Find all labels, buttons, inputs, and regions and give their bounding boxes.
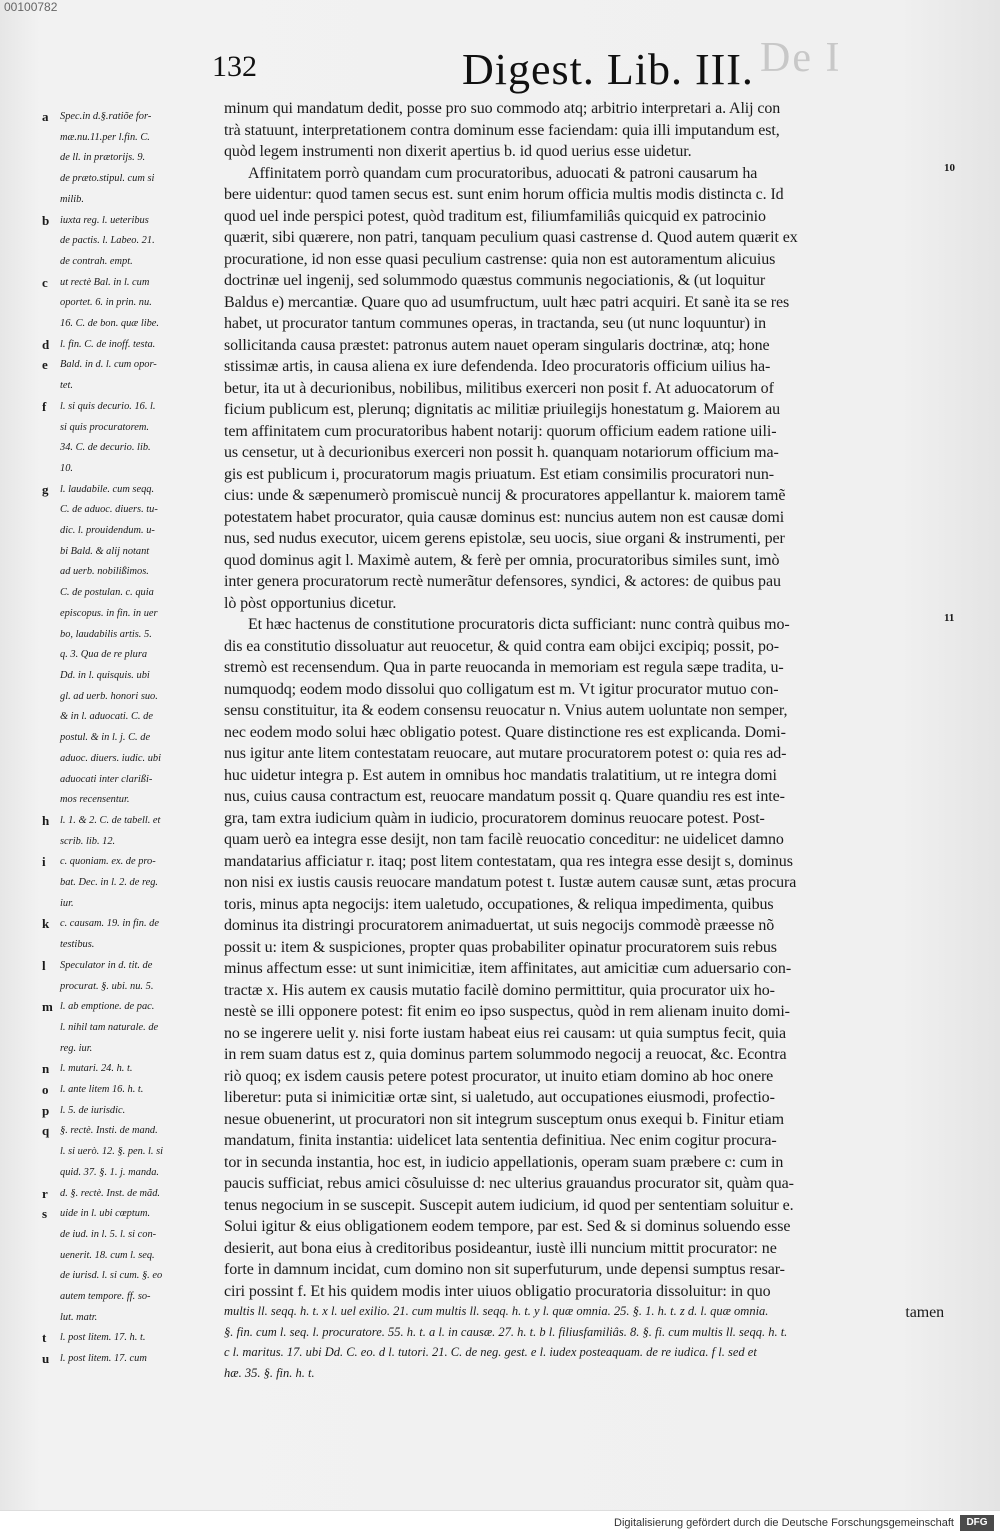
margin-note-text: de contrah. empt.: [60, 255, 133, 267]
margin-note-text: scrib. lib. 12.: [60, 835, 116, 847]
margin-note-marker: h: [42, 812, 50, 828]
margin-note: [28, 293, 222, 314]
margin-note: [28, 811, 222, 832]
margin-note-text: milib.: [60, 193, 84, 205]
text-line: gra, tam extra iudicium quàm in iudicio, procuratorem dominus reuocare potest. Post-: [224, 809, 765, 827]
margin-note: [28, 1246, 222, 1267]
margin-note-text: episcopus. in fin. in uer: [60, 607, 158, 619]
dfg-logo: DFG: [960, 1515, 994, 1531]
text-line: Et hæc hactenus de constitutione procuratoris dicta sufficiant: nunc contrà quibus mo-: [248, 616, 790, 633]
margin-note: [28, 1039, 222, 1060]
margin-note-text: 10.: [60, 462, 73, 474]
text-line: minum qui mandatum dedit, posse pro suo commodo atq; arbitrio interpretari a. Alij con: [224, 100, 781, 117]
text-line: Solui igitur & eius obligationem eodem tempore, par est. Sed & si dominus soluendo esse: [224, 1218, 791, 1235]
text-line: desierit, aut bona eius à creditoribus posideantur, iustè illi nuncium mittit procurator: ne: [224, 1239, 777, 1257]
margin-note-text: ut rectè Bal. in l. cum: [60, 276, 150, 288]
margin-note: [28, 604, 222, 625]
margin-note-text: bi Bald. & alij notant: [60, 545, 150, 557]
margin-note-marker: b: [42, 212, 50, 228]
text-line: stissimæ artis, in causa aliena ex iure defendenda. Ideo procuratoris officium uilius ha-: [224, 358, 771, 375]
margin-note-text: Spec.in d.§.ratiõe for-: [60, 111, 152, 122]
margin-note-text: procurat. §. ubi. nu. 5.: [60, 980, 154, 992]
margin-note-text: mæ.nu.11.per l.fin. C.: [60, 131, 150, 143]
text-line: in rem suam datus est z, quia dominus partem solummodo negocij a reuocat, &c. Econtra: [224, 1046, 787, 1063]
page-number: 132: [212, 50, 257, 83]
text-line: quærit, sibi quærere, non patri, tanquam peculium quasi castrense d. Quod autem quærit ex: [224, 229, 798, 246]
footnote-line: multis ll. seqq. h. t. x l. uel exilio. 21. cum multis ll. seqq. h. t. y l. quæ omnia. 25. §. 1. h. t. z d. l. quæ omnia.: [224, 1304, 769, 1318]
text-line: inter genera procuratorum rectè numerãtur defensores, syndici, & actores: de quibus pau: [224, 573, 781, 590]
text-line: ficium publicum est, plerunq; dignitatis ac militiæ priuilegijs honestatum g. Maiorem au: [224, 401, 780, 418]
margin-note-text: l. si uerò. 12. §. pen. l. si: [60, 1146, 164, 1158]
margin-note-text: c. quoniam. ex. de pro-: [60, 856, 156, 868]
margin-note: [28, 894, 222, 915]
text-line: quòd legem instrumenti non dixerit apertius b. id quod uerius esse uidetur.: [224, 143, 692, 160]
margin-note: [28, 1204, 222, 1225]
margin-note: [28, 645, 222, 666]
margin-note: [28, 852, 222, 873]
scan-id: 00100782: [4, 0, 58, 14]
footnote-line: §. fin. cum l. seq. l. procuratore. 55. h. t. a l. in causæ. 27. h. t. b l. filiusfamiliâs. 8. §. fi. cum multis ll. seqq. h. t.: [224, 1324, 788, 1339]
margin-note-text: & in l. aduocati. C. de: [60, 711, 153, 723]
margin-note: [28, 790, 222, 811]
footer-bar: [0, 1510, 1000, 1536]
margin-note-text: C. de aduoc. diuers. tu-: [60, 504, 158, 516]
margin-note: [28, 459, 222, 480]
margin-note-marker: o: [42, 1082, 49, 1098]
text-line: procuratione, id non esse quasi peculium castrense: quia non est autoramentum alicuius: [224, 250, 776, 268]
margin-note-text: d. §. rectè. Inst. de mãd.: [60, 1187, 161, 1199]
text-line: nec eodem modo solui hæc obligatio potest. Quare distinctione res est explicanda. Domi-: [224, 723, 786, 741]
margin-note: [28, 1121, 222, 1142]
margin-note-marker: k: [42, 916, 50, 932]
text-line: nus igitur ante litem contestatam reuocare, aut mutare procuratorem potest o: quia res ad-: [224, 745, 787, 762]
bleed-through-text: De I: [760, 35, 842, 81]
text-line: us censetur, ut à decurionibus exerceri non possit h. quanquam notariorum officium ma-: [224, 444, 779, 461]
margin-note-text: oportet. 6. in prin. nu.: [60, 297, 152, 309]
margin-note: [28, 128, 222, 149]
margin-note-marker: c: [42, 274, 48, 290]
margin-note-marker: p: [42, 1102, 50, 1118]
margin-note-text: l. nihil tam naturale. de: [60, 1021, 159, 1033]
margin-note: [28, 687, 222, 708]
margin-note: [28, 480, 222, 501]
margin-note-text: l. fin. C. de inoff. testa.: [60, 338, 156, 350]
margin-note-text: testibus.: [60, 939, 95, 951]
text-line: sensu constituitur, ita & eodem consensu reuocatur n. Vnius autem uoluntate non semper,: [224, 702, 788, 719]
text-line: mandatum, finita instantia: uidelicet lata sententia definitiua. Nec enim cogitur procura-: [224, 1132, 777, 1149]
margin-notes: [28, 107, 222, 1370]
margin-note: [28, 148, 222, 169]
margin-note: [28, 1184, 222, 1205]
margin-note-marker: s: [42, 1206, 48, 1222]
running-head: Digest. Lib. III.: [462, 45, 754, 94]
margin-note-text: l. post litem. 17. h. t.: [60, 1332, 146, 1344]
text-line: paucis sufficiat, rebus amici cõsuluisse d: nec ulterius grauandus procurator sit, quàm qua-: [224, 1175, 794, 1192]
margin-note-text: l. 5. de iurisdic.: [60, 1104, 126, 1116]
margin-note: [28, 583, 222, 604]
footnote-line: c l. maritus. 17. ubi Dd. C. eo. d l. tutori. 21. C. de neg. gest. e l. iudex posteaquam. de re iudica. f l. sed et: [224, 1345, 757, 1359]
text-line: tem affinitatem cum procuratoribus habent notarij: quorum officium eadem ratione uili-: [224, 422, 777, 440]
text-line: minus affectum esse: ut sunt inimicitiæ, item affinitates, aut amicitiæ cum aduersario con-: [224, 960, 792, 977]
text-line: cius: unde & sæpenumerò promiscuè nuncij & procuratores appellantur k. maiorem tamẽ: [224, 487, 786, 504]
text-line: tenus negocium in se suscepit. Suscepit autem iudicium, id quod per sententiam soluitur e.: [224, 1196, 794, 1214]
text-line: doctrinæ uel ingenij, sed solummodo quæstus communis negociationis, & (ut loquitur: [224, 272, 766, 289]
margin-note: [28, 914, 222, 935]
section-number-11: 11: [944, 612, 955, 624]
margin-note: [28, 770, 222, 791]
margin-note-text: l. laudabile. cum seqq.: [60, 483, 155, 495]
text-line: betur, ita ut à decurionibus, nobilibus, militibus exerceri non posit f. At aduocatorum of: [224, 379, 774, 397]
margin-note: [28, 1349, 222, 1370]
text-line: bere uidentur: quod tamen secus est. sunt enim horum officia multis modis distincta c. Id: [224, 186, 784, 203]
margin-note-text: de iud. in l. 5. l. si con-: [60, 1228, 157, 1240]
margin-note-marker: q: [42, 1123, 50, 1139]
margin-note-text: de pactis. l. Labeo. 21.: [60, 235, 155, 247]
margin-note-marker: m: [42, 999, 53, 1015]
margin-note: [28, 397, 222, 418]
margin-note: [28, 355, 222, 376]
margin-note-text: Speculator in d. tit. de: [60, 959, 153, 971]
margin-note: [28, 169, 222, 190]
text-line: nesue obuenerint, ut procuratori non sit integrum susceptum onus exequi b. Finitur etiam: [224, 1110, 784, 1128]
margin-note: [28, 542, 222, 563]
text-line: non nisi ex iustis causis reuocare mandatum potest t. Iustæ autem causæ sunt, ætas procura: [224, 874, 797, 891]
margin-note: [28, 832, 222, 853]
text-line: tor in secunda instantia, hoc est, in iudicio appellationis, operam suam præbere c: cum in: [224, 1153, 784, 1171]
margin-note-text: si quis procuratorem.: [60, 421, 149, 433]
margin-note: [28, 418, 222, 439]
margin-note-text: iuxta reg. l. ueteribus: [60, 214, 149, 226]
margin-note-text: de iurisd. l. si cum. §. eo: [60, 1270, 163, 1282]
text-line: trà statuunt, interpretationem contra dominum esse faciendam: quia illi imputandum est,: [224, 121, 780, 139]
text-line: nus, sed nudus executor, uicem gerens epistolæ, seu uocis, siue organi & instrumenti, per: [224, 530, 785, 547]
margin-note: [28, 107, 222, 128]
margin-note-text: de præto.stipul. cum si: [60, 173, 155, 185]
margin-note: [28, 935, 222, 956]
text-line: nestè se illi opponere potest: fit enim eo ipso suspectus, quòd in rem alienam inuito domi-: [224, 1003, 790, 1020]
text-line: nus, cuius causa contractum est, reuocare mandatum possit q. Quare quandiu res est inte-: [224, 788, 785, 805]
margin-note: [28, 1080, 222, 1101]
margin-note: [28, 1266, 222, 1287]
margin-note-text: Bald. in d. l. cum opor-: [60, 359, 157, 371]
margin-note-text: reg. iur.: [60, 1042, 93, 1054]
text-line: tamen: [905, 1304, 944, 1321]
margin-note: [28, 666, 222, 687]
text-line: toris, minus apta negocijs: item ualetudo, occupationes, & reliqua impedimenta, quibus: [224, 895, 774, 913]
margin-note-text: l. 1. & 2. C. de tabell. et: [60, 814, 161, 826]
margin-note: [28, 314, 222, 335]
margin-note: [28, 1059, 222, 1080]
margin-note: [28, 521, 222, 542]
margin-note-text: ad uerb. nobilißimos.: [60, 566, 149, 578]
margin-note: [28, 997, 222, 1018]
margin-note-marker: r: [42, 1185, 48, 1201]
text-line: riò quoq; ex isdem causis petere potest procurator, ut inuito etiam domino ab hoc onere: [224, 1067, 774, 1085]
margin-note: [28, 956, 222, 977]
margin-note-marker: t: [42, 1330, 47, 1346]
text-line: forte in damnum incidat, cum domino non sit superfuturum, unde depensi sumptus resar-: [224, 1261, 785, 1278]
text-line: no se ingerere uelit y. nisi forte iustam habeat eius rei causam: ut quia sumptus fecit, quia: [224, 1024, 786, 1042]
margin-note: [28, 707, 222, 728]
text-line: habet, ut procurator tantum communes operas, in tractanda, seu (ut nunc loquuntur) in: [224, 315, 767, 332]
margin-note-text: aduoc. diuers. iudic. ubi: [60, 752, 162, 764]
margin-note-text: aduocati inter clarißi-: [60, 773, 153, 785]
margin-note: [28, 231, 222, 252]
text-line: ciri possint f. Et his quidem modis inter uiuos obligatio procuratoria dissoluitur: in quo: [224, 1282, 771, 1300]
margin-note-text: 16. C. de bon. quæ libe.: [60, 318, 159, 330]
text-line: gis est publicum i, procuratorum magis priuatum. Est etiam consimilis procuratori nun-: [224, 465, 774, 483]
margin-note: [28, 1018, 222, 1039]
margin-note-text: Dd. in l. quisquis. ubi: [60, 669, 150, 681]
footnotes: [224, 1301, 954, 1383]
section-number-10: 10: [944, 162, 955, 174]
margin-note-text: autem tempore. ff. so-: [60, 1291, 151, 1303]
margin-note-text: C. de postulan. c. quia: [60, 587, 154, 599]
text-line: possit u: item & suspiciones, propter quas probabiliter opinatur procuratorem suis rebus: [224, 938, 777, 956]
margin-note-text: mos recensentur.: [60, 794, 130, 806]
margin-note-text: de ll. in prætorijs. 9.: [60, 152, 146, 164]
text-line: dominus ita distringi procuratorem animaduertat, ut suis negocijs commodè præesse nõ: [224, 917, 775, 934]
text-line: quod uel inde perspici potest, quòd traditum est, filiumfamiliâs quicquid ex patrocinio: [224, 207, 766, 225]
margin-note-marker: e: [42, 357, 48, 373]
margin-note-text: gl. ad uerb. honori suo.: [60, 690, 158, 702]
margin-note: [28, 1101, 222, 1122]
margin-note-text: l. mutari. 24. h. t.: [60, 1063, 133, 1075]
margin-note: [28, 1142, 222, 1163]
margin-note: [28, 438, 222, 459]
margin-note-marker: l: [42, 957, 46, 973]
margin-note: [28, 749, 222, 770]
text-line: numquodq; eodem modo dissolui quo colligatum est m. Vt igitur procurator mutuo con-: [224, 680, 779, 698]
text-line: quam uerò ea integra esse desijt, non tam facilè reuocatio conceditur: ne uidelicet damno: [224, 831, 784, 848]
margin-note: [28, 562, 222, 583]
margin-note-text: bo, laudabilis artis. 5.: [60, 628, 152, 640]
margin-note-text: l. ante litem 16. h. t.: [60, 1084, 144, 1096]
margin-note: [28, 190, 222, 211]
margin-note: [28, 1308, 222, 1329]
text-line: liberetur: puta si inimicitiæ ortæ sint, si ualetudo, aut occupationes eiusmodi, profectio-: [224, 1089, 775, 1106]
margin-note-text: uenerit. 18. cum l. seq.: [60, 1249, 155, 1261]
margin-note: [28, 1163, 222, 1184]
margin-note: [28, 1225, 222, 1246]
margin-note: [28, 728, 222, 749]
margin-note-text: dic. l. prouidendum. u-: [60, 525, 155, 537]
margin-note: [28, 335, 222, 356]
margin-note-text: tet.: [60, 380, 73, 392]
margin-note-text: §. rectè. Insti. de mand.: [60, 1125, 158, 1137]
margin-note: [28, 252, 222, 273]
margin-note-text: bat. Dec. in l. 2. de reg.: [60, 877, 159, 889]
margin-note-text: c. causam. 19. in fin. de: [60, 918, 159, 930]
footnote-line: hæ. 35. §. fin. h. t.: [224, 1365, 315, 1380]
margin-note-text: iur.: [60, 897, 74, 909]
margin-note-text: q. 3. Qua de re plura: [60, 649, 148, 661]
main-text: [224, 98, 944, 1324]
margin-note-marker: u: [42, 1351, 50, 1367]
margin-note-text: lut. matr.: [60, 1311, 98, 1323]
text-line: dis ea constitutio dissoluatur aut reuocetur, & quid contra eam obijci excipiq; possit, po-: [224, 637, 780, 655]
text-line: sollicitanda causa præstet: patronus autem nauet operam singularis doctrinæ, atq; hone: [224, 336, 770, 354]
margin-note: [28, 625, 222, 646]
margin-note: [28, 500, 222, 521]
margin-note: [28, 1328, 222, 1349]
margin-note-text: quid. 37. §. 1. j. manda.: [60, 1166, 160, 1178]
margin-note: [28, 376, 222, 397]
margin-note-marker: a: [42, 109, 49, 124]
margin-note-marker: d: [42, 336, 50, 352]
margin-note: [28, 977, 222, 998]
text-line: tractæ x. His autem ex causis mutatio facilè domino permittitur, quia procurator uix ho-: [224, 981, 775, 999]
margin-note-text: postul. & in l. j. C. de: [60, 732, 151, 744]
text-line: Affinitatem porrò quandam cum procuratoribus, aduocati & patroni causarum ha: [248, 164, 758, 182]
margin-note-text: 34. C. de decurio. lib.: [60, 442, 151, 454]
margin-note-text: l. ab emptione. de pac.: [60, 1001, 155, 1013]
margin-note: [28, 1287, 222, 1308]
margin-note-marker: g: [42, 481, 49, 497]
text-line: huc uidetur integra p. Est autem in omnibus hoc mandatis tralatitium, ut re integra domi: [224, 766, 777, 784]
margin-note-marker: f: [42, 398, 47, 414]
text-line: potestatem habet procurator, quia causæ dominus est: nuncius autem non est causæ domi: [224, 508, 785, 526]
margin-note-text: l. si quis decurio. 16. l.: [60, 400, 156, 412]
margin-note: [28, 273, 222, 294]
margin-note-marker: n: [42, 1061, 50, 1077]
text-line: stremò est recensendum. Qua in parte reuocanda in memoriam est regula sæpe tradita, u-: [224, 659, 784, 676]
margin-note: [28, 211, 222, 232]
text-line: lò pòst opportunius dicetur.: [224, 594, 397, 612]
margin-note: [28, 873, 222, 894]
text-line: quod dominus agit l. Maximè autem, & ferè per omnia, procuratoribus similes sunt, imò: [224, 551, 780, 569]
margin-note-marker: i: [42, 854, 46, 870]
footer-text: Digitalisierung gefördert durch die Deutsche Forschungsgemeinschaft: [614, 1517, 954, 1529]
margin-note-text: l. post litem. 17. cum: [60, 1353, 147, 1365]
margin-note-text: uide in l. ubi cœptum.: [60, 1208, 151, 1220]
text-line: mandatarius afficiatur r. itaq; post litem contestatam, qua res integra esse desijt s, dominus: [224, 852, 793, 870]
text-line: Baldus e) mercantiæ. Quare quo ad usumfructum, uult hæc patri acquiri. Et sanè ita se res: [224, 293, 790, 311]
